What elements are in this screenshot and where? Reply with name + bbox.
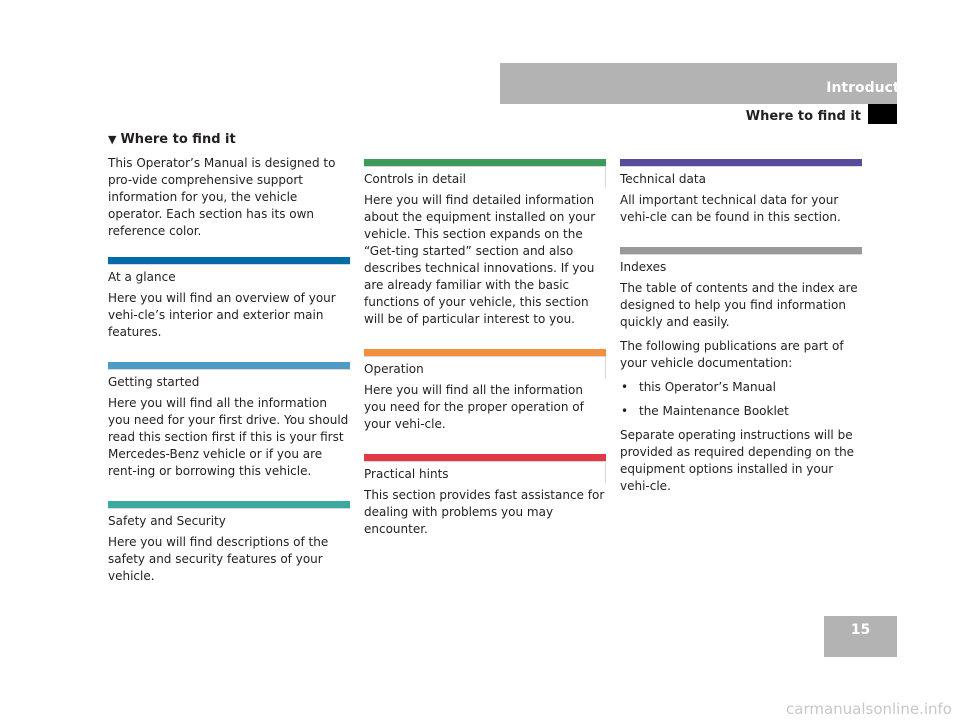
section-body: Here you will find detailed information about the equipment installed on your vehicle. This section expands on the “Get-ting started” section and also describes technical innovations. If you are already familiar with the basic functions of your vehicle, this section will be of particular interest to you. [364,193,596,326]
intro-paragraph: This Operator’s Manual is designed to pro-vide comprehensive support information for you, the vehicle operator. Each section has its own reference color. [108,156,336,238]
section-safety-and-security [108,501,350,585]
publications-list [620,379,862,420]
section-body: Here you will find descriptions of the safety and security features of your vehicle. [108,535,329,583]
color-bar-getting-started [108,362,350,369]
column-middle [364,159,606,545]
section-title: Controls in detail [364,166,606,188]
section-practical-hints [364,454,606,538]
watermark: carmanualsonline.info [786,700,952,718]
color-bar-safety-and-security [108,501,350,508]
section-body: Here you will find all the information you need for your first drive. You should read this section first if this is your first Mercedes-Benz vehicle or if you are rent-ing or borrowing this vehicle. [108,396,349,478]
color-bar-controls-in-detail [364,159,606,166]
color-bar-practical-hints [364,454,606,461]
section-body: All important technical data for your vehi-cle can be found in this section. [620,193,841,224]
list-item [620,403,862,420]
color-bar-at-a-glance [108,257,350,264]
section-getting-started [108,362,350,480]
section-at-a-glance [108,257,350,341]
publications-intro: The following publications are part of your vehicle documentation: [620,339,844,370]
bullet-icon: • [621,404,629,418]
section-title: Operation [364,356,606,378]
section-title: Safety and Security [108,508,350,530]
color-bar-technical-data [620,159,862,166]
list-item-text: this Operator’s Manual [639,380,776,394]
section-title: At a glance [108,264,350,286]
section-body: Here you will find an overview of your vehi-cle’s interior and exterior main features. [108,291,336,339]
color-bar-indexes [620,247,862,254]
publications-note: Separate operating instructions will be provided as required depending on the equipment options installed in your vehi-cle. [620,428,855,493]
section-indexes [620,247,862,331]
section-title: Practical hints [364,461,606,483]
list-item [620,379,862,396]
list-item-text: the Maintenance Booklet [639,404,789,418]
section-controls-in-detail [364,159,606,328]
bullet-icon: • [621,380,629,394]
page-heading-text: Where to find it [120,132,236,147]
chapter-title: Introduction [826,80,924,96]
header-marker [868,104,897,124]
section-body: Here you will find all the information you need for the proper operation of your vehi-cle. [364,383,584,431]
section-technical-data [620,159,862,226]
section-title: Getting started [108,369,350,391]
section-operation [364,349,606,433]
column-left [108,155,350,592]
column-right [620,159,862,502]
triangle-down-icon: ▼ [108,133,117,146]
section-title: Technical data [620,166,862,188]
page-heading [108,132,236,147]
section-title: Indexes [620,254,862,276]
section-body: The table of contents and the index are designed to help you find information quickly and easily. [620,281,858,329]
section-subtitle: Where to find it [745,109,861,124]
page-number: 15 [850,622,871,638]
section-body: This section provides fast assistance for dealing with problems you may encounter. [364,488,605,536]
color-bar-operation [364,349,606,356]
